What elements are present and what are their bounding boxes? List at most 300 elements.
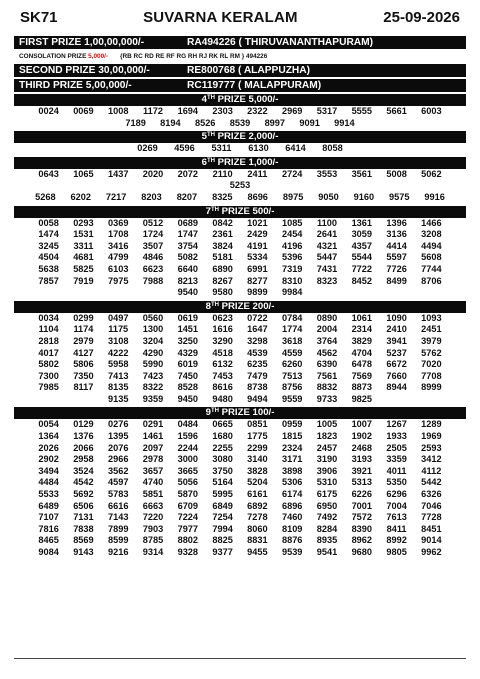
winning-number: 7726 [386, 263, 407, 274]
sixth-prize-numbers [14, 169, 466, 204]
winning-number: 8873 [351, 382, 373, 393]
winning-number: 5692 [73, 489, 94, 500]
winning-number: 6130 [248, 143, 269, 154]
second-prize-bar [14, 64, 466, 77]
winning-number: 1616 [212, 324, 233, 335]
winning-number: 0291 [142, 419, 164, 430]
winning-number: 9143 [73, 547, 94, 557]
winning-number: 9050 [318, 191, 339, 202]
winning-number: 2004 [316, 324, 338, 335]
winning-number: 7728 [421, 512, 442, 523]
winning-number: 8058 [322, 143, 343, 154]
result-header [14, 0, 466, 34]
winning-number: 4222 [107, 347, 129, 358]
winning-number: 3618 [281, 335, 303, 346]
winning-number: 5082 [177, 252, 199, 263]
sixth-prize-ordinal: 6 [201, 156, 207, 168]
winning-number: 2724 [281, 168, 303, 179]
winning-number: 1100 [317, 217, 337, 228]
winning-number: 9680 [351, 547, 373, 557]
consolation-amount: 5,000/- [88, 53, 109, 60]
winning-number: 8526 [194, 117, 216, 128]
winning-number: 5311 [211, 143, 232, 154]
winning-number: 8785 [142, 535, 164, 546]
winning-number: 7413 [107, 370, 129, 381]
winning-number: 5990 [142, 359, 164, 370]
winning-number: 1364 [38, 431, 59, 442]
third-prize-value: RC119777 ( MALAPPURAM) [187, 80, 322, 91]
winning-number: 1815 [281, 431, 303, 442]
winning-number: 7431 [316, 263, 338, 274]
ninth-prize-ordinal: 9 [205, 407, 211, 419]
winning-number: 8696 [247, 191, 268, 202]
winning-number: 3829 [351, 335, 373, 346]
winning-number: 5597 [386, 252, 407, 263]
winning-number: 0890 [316, 312, 338, 323]
winning-number: 6709 [177, 500, 199, 511]
winning-number: 4011 [386, 465, 407, 476]
winning-number: 6202 [70, 191, 91, 202]
winning-number: 1361 [351, 217, 373, 228]
winning-number: 2411 [247, 168, 268, 179]
fourth-prize-ordinal: 4 [201, 94, 207, 105]
winning-number: 2322 [247, 106, 268, 116]
first-prize-bar [14, 36, 466, 49]
winning-number: 9540 [177, 287, 199, 298]
winning-number: 2097 [142, 442, 164, 453]
winning-number: 1061 [351, 312, 373, 323]
winning-number: 7460 [281, 512, 303, 523]
winning-number: 2244 [177, 442, 199, 453]
winning-number: 5608 [421, 252, 442, 263]
winning-number: 8267 [212, 275, 233, 286]
winning-number: 4191 [247, 240, 268, 251]
winning-number: 2303 [212, 106, 233, 116]
fourth-prize-numbers [14, 106, 466, 129]
winning-number: 8411 [386, 523, 407, 534]
winning-number: 7975 [107, 275, 129, 286]
fourth-prize-label: PRIZE 5,000/- [214, 94, 279, 105]
winning-number: 3553 [316, 168, 338, 179]
winning-number: 4562 [316, 347, 338, 358]
winning-number: 8325 [212, 191, 233, 202]
winning-number: 9825 [351, 393, 373, 404]
winning-number: 4559 [281, 347, 303, 358]
winning-number: 9539 [281, 547, 303, 557]
winning-number: 9328 [177, 547, 199, 557]
winning-number: 0842 [212, 217, 233, 228]
winning-number: 7004 [386, 500, 407, 511]
winning-number: 8738 [247, 382, 268, 393]
winning-number: 6892 [247, 500, 268, 511]
winning-number: 6672 [386, 359, 407, 370]
winning-number: 8060 [247, 523, 268, 534]
winning-number: 7857 [38, 275, 59, 286]
winning-number: 1680 [212, 431, 233, 442]
winning-number: 7744 [421, 263, 442, 274]
ninth-prize-numbers [14, 419, 466, 558]
winning-number: 9160 [353, 191, 375, 202]
winning-number: 1902 [351, 431, 373, 442]
winning-number: 1300 [142, 324, 164, 335]
winning-number: 2468 [351, 442, 373, 453]
winning-number: 4597 [107, 477, 129, 488]
winning-number: 7561 [316, 370, 338, 381]
winning-number: 8117 [73, 382, 94, 393]
winning-number: 5825 [73, 263, 94, 274]
winning-number: 8999 [421, 382, 442, 393]
winning-number: 3524 [73, 465, 94, 476]
winning-number: 3108 [107, 335, 129, 346]
winning-number: 5806 [73, 359, 94, 370]
winning-number: 9450 [177, 393, 199, 404]
winning-number: 5783 [107, 489, 129, 500]
winning-number: 7423 [142, 370, 164, 381]
winning-number: 3359 [386, 454, 407, 465]
winning-number: 9575 [389, 191, 410, 202]
winning-number: 0560 [142, 312, 164, 323]
winning-number: 5851 [142, 489, 164, 500]
third-prize-label: THIRD PRIZE 5,00,000/- [19, 80, 132, 91]
winning-number: 3665 [177, 465, 199, 476]
winning-number: 2314 [351, 324, 373, 335]
winning-number: 8599 [107, 535, 129, 546]
winning-number: 2958 [73, 454, 94, 465]
winning-number: 6663 [142, 500, 164, 511]
winning-number: 2361 [212, 229, 233, 240]
winning-number: 7572 [351, 512, 373, 523]
winning-number: 2454 [281, 229, 303, 240]
winning-number: 5555 [351, 106, 373, 116]
winning-number: 1531 [73, 229, 94, 240]
winning-number: 8756 [281, 382, 303, 393]
winning-number: 0484 [177, 419, 199, 430]
winning-number: 1104 [38, 324, 59, 335]
winning-number: 9805 [386, 547, 407, 557]
winning-number: 1437 [107, 168, 129, 179]
winning-number: 4596 [174, 143, 195, 154]
winning-number: 7985 [38, 382, 59, 393]
winning-number: 1090 [386, 312, 407, 323]
winning-number: 9541 [316, 547, 338, 557]
winning-number: 9014 [421, 535, 442, 546]
winning-number: 2110 [212, 168, 233, 179]
eighth-prize-suffix: TH [210, 301, 219, 308]
winning-number: 8452 [351, 275, 373, 286]
fifth-prize-ordinal: 5 [201, 131, 207, 143]
winning-number: 5008 [386, 168, 407, 179]
winning-number: 8284 [316, 523, 338, 534]
seventh-prize-label: PRIZE 500/- [218, 205, 275, 217]
winning-number: 7224 [177, 512, 199, 523]
winning-number: 4414 [386, 240, 407, 251]
winning-number: 9480 [212, 393, 233, 404]
winning-number: 6616 [107, 500, 129, 511]
winning-number: 6161 [247, 489, 268, 500]
winning-number: 6103 [107, 263, 129, 274]
winning-number: 2076 [107, 442, 129, 453]
winning-number: 1007 [351, 419, 373, 430]
winning-number: 0054 [38, 419, 59, 430]
second-prize-value: RE800768 ( ALAPPUZHA) [187, 65, 311, 76]
winning-number: 5317 [316, 106, 338, 116]
winning-number: 4504 [38, 252, 59, 263]
winning-number: 3136 [386, 229, 407, 240]
consolation-series: {RB RC RD RE RF RG RH RJ RK RL RM } 494226 [120, 53, 268, 60]
winning-number: 0299 [73, 312, 94, 323]
winning-number: 8975 [282, 191, 304, 202]
winning-number: 6175 [316, 489, 338, 500]
winning-number: 9580 [212, 287, 233, 298]
winning-number: 5350 [386, 477, 407, 488]
winning-number: 8277 [247, 275, 268, 286]
winning-number: 9084 [38, 547, 59, 557]
winning-number: 7001 [351, 500, 373, 511]
winning-number: 0722 [247, 312, 268, 323]
winning-number: 4112 [421, 465, 442, 476]
winning-number: 0024 [38, 106, 59, 116]
winning-number: 8528 [177, 382, 199, 393]
winning-number: 0369 [107, 217, 129, 228]
winning-number: 4704 [351, 347, 373, 358]
seventh-prize-heading [14, 206, 466, 218]
winning-number: 1694 [177, 106, 199, 116]
winning-number: 1396 [386, 217, 407, 228]
winning-number: 0276 [107, 419, 129, 430]
winning-number: 3290 [212, 335, 233, 346]
lottery-title: SUVARNA KERALAM [143, 8, 298, 26]
winning-number: 4740 [142, 477, 164, 488]
winning-number: 5237 [386, 347, 407, 358]
winning-number: 1933 [386, 431, 407, 442]
winning-number: 8213 [177, 275, 199, 286]
winning-number: 7513 [281, 370, 303, 381]
winning-number: 5802 [38, 359, 59, 370]
winning-number: 1093 [421, 312, 442, 323]
winning-number: 0497 [107, 312, 129, 323]
winning-number: 5164 [212, 477, 233, 488]
winning-number: 7919 [73, 275, 94, 286]
winning-number: 7319 [281, 263, 303, 274]
consolation-label: CONSOLATION PRIZE [19, 53, 87, 60]
winning-number: 0959 [281, 419, 303, 430]
winning-number: 1289 [421, 419, 442, 430]
winning-number: 8935 [316, 535, 338, 546]
winning-number: 7613 [386, 512, 407, 523]
winning-number: 2505 [386, 442, 407, 453]
ninth-prize-label: PRIZE 100/- [218, 407, 275, 419]
winning-number: 7453 [212, 370, 233, 381]
winning-number: 1172 [143, 106, 163, 116]
winning-number: 1774 [281, 324, 303, 335]
winning-number: 5204 [247, 477, 268, 488]
draw-date: 25-09-2026 [383, 8, 460, 26]
winning-number: 6174 [281, 489, 303, 500]
bottom-divider [14, 658, 466, 659]
winning-number: 3898 [281, 465, 303, 476]
winning-number: 9314 [142, 547, 164, 557]
winning-number: 9377 [212, 547, 233, 557]
winning-number: 4329 [177, 347, 199, 358]
sixth-prize-suffix: TH [206, 157, 215, 164]
winning-number: 4017 [38, 347, 59, 358]
winning-number: 6896 [281, 500, 303, 511]
winning-number: 0851 [247, 419, 268, 430]
winning-number: 5442 [421, 477, 442, 488]
winning-number: 3562 [107, 465, 129, 476]
winning-number: 4542 [73, 477, 94, 488]
winning-number: 7899 [107, 523, 129, 534]
winning-number: 7838 [73, 523, 94, 534]
winning-number: 3494 [38, 465, 59, 476]
fifth-prize-numbers [14, 143, 466, 155]
winning-number: 4484 [38, 477, 59, 488]
winning-number: 8465 [38, 535, 59, 546]
winning-number: 2066 [73, 442, 94, 453]
winning-number: 5661 [386, 106, 407, 116]
winning-number: 0269 [137, 143, 158, 154]
winning-number: 5181 [212, 252, 233, 263]
third-prize-bar [14, 79, 466, 92]
winning-number: 6640 [177, 263, 199, 274]
winning-number: 6506 [73, 500, 94, 511]
winning-number: 6132 [212, 359, 233, 370]
winning-number: 7994 [212, 523, 233, 534]
winning-number: 2978 [142, 454, 164, 465]
winning-number: 2324 [281, 442, 303, 453]
winning-number: 5995 [212, 489, 233, 500]
ninth-prize-heading [14, 407, 466, 419]
ninth-prize-suffix: TH [210, 408, 219, 415]
fifth-prize-heading [14, 131, 466, 143]
winning-number: 4799 [107, 252, 129, 263]
winning-number: 3190 [316, 454, 338, 465]
winning-number: 1969 [421, 431, 442, 442]
winning-number: 9984 [281, 287, 303, 298]
winning-number: 4539 [247, 347, 268, 358]
winning-number: 0058 [38, 217, 59, 228]
winning-number: 1174 [73, 324, 94, 335]
winning-number: 3208 [421, 229, 442, 240]
winning-number: 9455 [247, 547, 268, 557]
winning-number: 3906 [316, 465, 338, 476]
winning-number: 1596 [177, 431, 199, 442]
winning-number: 8310 [281, 275, 303, 286]
winning-number: 3561 [351, 168, 373, 179]
winning-number: 3059 [351, 229, 373, 240]
winning-number: 6991 [247, 263, 268, 274]
consolation-prize-row [14, 51, 466, 62]
winning-number: 2593 [421, 442, 442, 453]
winning-number: 6260 [281, 359, 303, 370]
winning-number: 2966 [107, 454, 129, 465]
winning-number: 2255 [212, 442, 233, 453]
winning-number: 2299 [247, 442, 268, 453]
winning-number: 5533 [38, 489, 59, 500]
winning-number: 8203 [141, 191, 162, 202]
winning-number: 6890 [212, 263, 233, 274]
winning-number: 0623 [212, 312, 233, 323]
winning-number: 8876 [281, 535, 303, 546]
winning-number: 2818 [38, 335, 59, 346]
winning-number: 7217 [105, 191, 127, 202]
winning-number: 3250 [177, 335, 199, 346]
winning-number: 7708 [421, 370, 442, 381]
winning-number: 8832 [316, 382, 338, 393]
winning-number: 7020 [421, 359, 442, 370]
eighth-prize-numbers [14, 313, 466, 406]
winning-number: 9914 [334, 117, 355, 128]
winning-number: 2072 [177, 168, 199, 179]
winning-number: 1085 [281, 217, 303, 228]
winning-number: 5334 [247, 252, 268, 263]
winning-number: 8194 [160, 117, 181, 128]
winning-number: 4846 [142, 252, 164, 263]
winning-number: 6849 [212, 500, 233, 511]
winning-number: 9135 [107, 393, 129, 404]
winning-number: 8539 [229, 117, 251, 128]
seventh-prize-suffix: TH [210, 206, 219, 213]
winning-number: 7977 [177, 523, 199, 534]
winning-number: 0069 [73, 106, 94, 116]
winning-number: 4196 [281, 240, 303, 251]
winning-number: 1267 [386, 419, 407, 430]
winning-number: 7254 [212, 512, 233, 523]
winning-number: 4494 [421, 240, 442, 251]
winning-number: 8322 [142, 382, 164, 393]
winning-number: 6296 [386, 489, 407, 500]
winning-number: 9916 [424, 191, 445, 202]
winning-number: 5396 [281, 252, 303, 263]
winning-number: 9494 [247, 393, 268, 404]
draw-code: SK71 [20, 8, 58, 26]
winning-number: 5056 [177, 477, 199, 488]
winning-number: 1474 [38, 229, 59, 240]
winning-number: 3750 [212, 465, 233, 476]
seventh-prize-numbers [14, 218, 466, 299]
winning-number: 8109 [281, 523, 303, 534]
winning-number: 6623 [142, 263, 164, 274]
winning-number: 6390 [316, 359, 338, 370]
winning-number: 4290 [142, 347, 164, 358]
winning-number: 5958 [107, 359, 129, 370]
winning-number: 7143 [107, 512, 129, 523]
winning-number: 3764 [316, 335, 338, 346]
winning-number: 4357 [351, 240, 373, 251]
winning-number: 1466 [421, 217, 442, 228]
winning-number: 2429 [247, 229, 268, 240]
winning-number: 3171 [281, 454, 303, 465]
winning-number: 8802 [177, 535, 199, 546]
winning-number: 4127 [73, 347, 94, 358]
winning-number: 0643 [38, 168, 59, 179]
winning-number: 1461 [142, 431, 164, 442]
winning-number: 7350 [73, 370, 94, 381]
winning-number: 9091 [299, 117, 320, 128]
winning-number: 7903 [142, 523, 164, 534]
winning-number: 1708 [107, 229, 129, 240]
winning-number: 0512 [142, 217, 164, 228]
seventh-prize-ordinal: 7 [205, 205, 211, 217]
winning-number: 3140 [247, 454, 268, 465]
winning-number: 6414 [285, 143, 306, 154]
winning-number: 1065 [73, 168, 94, 179]
winning-number: 7492 [316, 512, 338, 523]
winning-number: 5253 [229, 180, 251, 191]
winning-number: 9962 [421, 547, 442, 557]
winning-number: 6235 [247, 359, 268, 370]
winning-number: 3311 [73, 240, 94, 251]
